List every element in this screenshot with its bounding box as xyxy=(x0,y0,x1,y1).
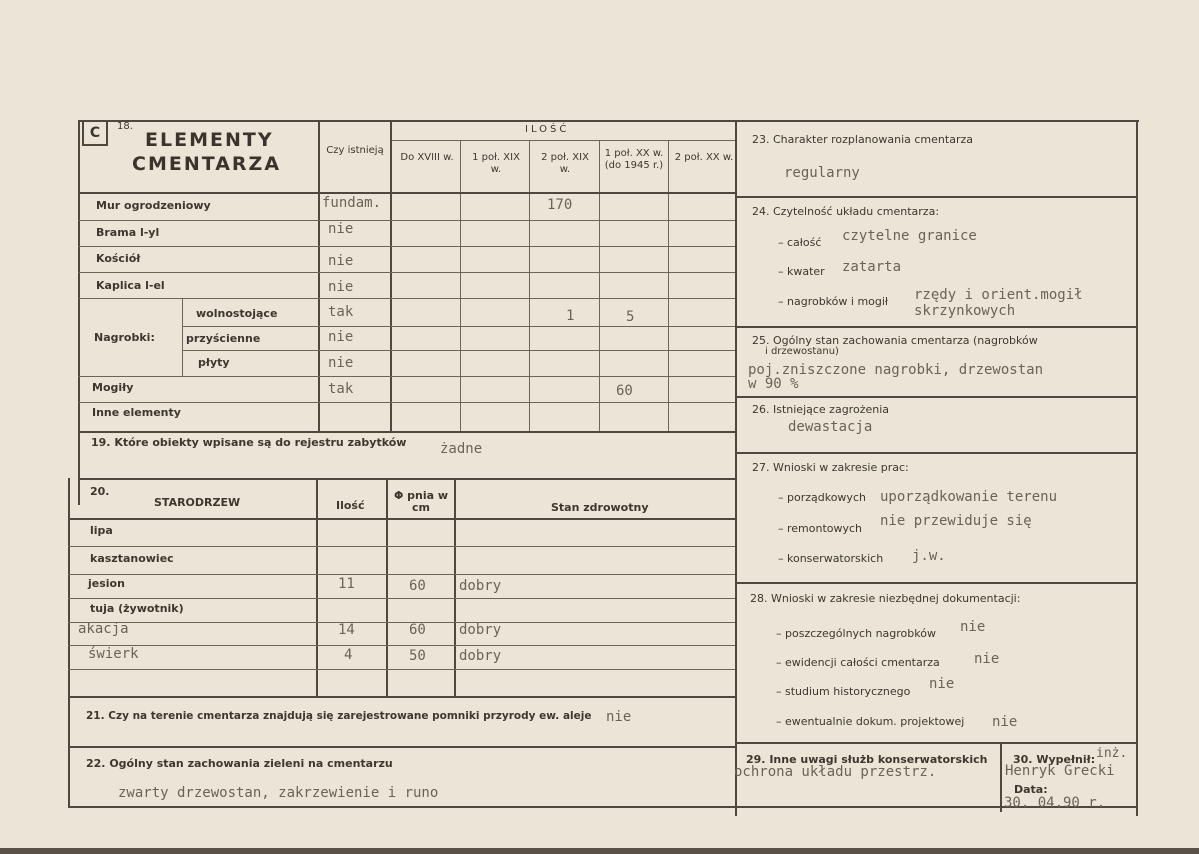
q20-row-line xyxy=(68,669,735,670)
row-kaplica-czy: nie xyxy=(328,279,354,295)
row-line xyxy=(78,376,735,377)
q29-q30-sep xyxy=(1000,742,1002,812)
col-1pol20-header: 1 poł. XX w. (do 1945 r.) xyxy=(604,148,664,171)
q22-label: 22. Ogólny stan zachowania zieleni na cmentarzu xyxy=(86,757,393,770)
q24-kwater-value: zatarta xyxy=(842,259,902,275)
q30-label: 30. Wypełnił: xyxy=(1013,753,1096,766)
q28-bottom xyxy=(735,742,1138,744)
tree-name: świerk xyxy=(88,646,139,662)
ilosc-underline xyxy=(392,140,735,141)
q20-sep2 xyxy=(386,478,388,698)
q20-sep1 xyxy=(316,478,318,698)
q25-value-2: w 90 % xyxy=(748,376,799,392)
tree-pien: 60 xyxy=(409,622,426,638)
tree-name: akacja xyxy=(78,621,129,637)
row-przyscienne-czy: nie xyxy=(328,329,354,345)
q30-value-1: inż. xyxy=(1096,746,1128,761)
q23-value: regularny xyxy=(784,165,860,181)
q23-label: 23. Charakter rozplanowania cmentarza xyxy=(752,133,973,146)
q27-porz-value: uporządkowanie terenu xyxy=(880,489,1058,505)
col-sep-4 xyxy=(668,140,669,432)
q23-bottom xyxy=(735,196,1138,198)
row-mur-2pol19: 170 xyxy=(547,197,573,213)
tree-name: kasztanowiec xyxy=(90,552,174,565)
row-kaplica-label: Kaplica l-el xyxy=(96,279,165,292)
col-2pol19-header: 2 poł. XIX w. xyxy=(541,152,589,175)
q25-bottom xyxy=(735,396,1138,398)
q21-value: nie xyxy=(606,709,632,725)
q28-c-label: – studium historycznego xyxy=(776,685,911,698)
q27-kons-label: – konserwatorskich xyxy=(778,552,884,565)
q24-kwater-label: – kwater xyxy=(778,265,825,278)
q28-a-value: nie xyxy=(960,619,986,635)
q20-col-pnia: Φ pnia w cm xyxy=(393,489,449,514)
row-line xyxy=(78,431,735,433)
nagrobki-sep xyxy=(182,298,183,376)
tree-name: tuja (żywotnik) xyxy=(90,602,184,615)
q20-row-line xyxy=(68,645,735,646)
tree-ilosc: 14 xyxy=(338,622,355,638)
q27-rem-value: nie przewiduje się xyxy=(880,513,1032,529)
q24-calosc-value: czytelne granice xyxy=(842,228,977,244)
q24-nagrobkow-value-2: skrzynkowych xyxy=(914,303,1016,319)
q27-kons-value: j.w. xyxy=(912,548,946,564)
tree-stan: dobry xyxy=(459,622,502,638)
col-do18-header: Do XVIII w. xyxy=(400,152,454,163)
row-inne-label: Inne elementy xyxy=(92,406,181,419)
q20-col-ilosc: Ilość xyxy=(336,499,365,512)
q30-value-2: Henryk Grecki xyxy=(1005,763,1115,779)
q22-value: zwarty drzewostan, zakrzewienie i runo xyxy=(118,785,439,801)
q21-label: 21. Czy na terenie cmentarza znajdują się zarejestrowane pomniki przyrody ew. aleje xyxy=(86,710,592,722)
q20-sep3 xyxy=(454,478,456,698)
q27-bottom xyxy=(735,582,1138,584)
q24-nagrobkow-label: – nagrobków i mogił xyxy=(778,295,889,308)
row-line xyxy=(78,298,735,299)
q28-d-value: nie xyxy=(992,714,1018,730)
tree-pien: 60 xyxy=(409,578,426,594)
q30-date-value: 30. 04.90 r. xyxy=(1004,795,1106,811)
q20-col-stan: Stan zdrowotny xyxy=(551,501,649,514)
card-edge-shadow xyxy=(0,848,1199,854)
q20-number: 20. xyxy=(90,485,110,498)
q25-label-2: i drzewostanu) xyxy=(765,346,839,357)
q28-a-label: – poszczególnych nagrobków xyxy=(776,627,936,640)
q28-label: 28. Wnioski w zakresie niezbędnej dokumentacji: xyxy=(750,592,1021,605)
q20-bottom xyxy=(68,696,735,698)
col-sep-2 xyxy=(529,140,530,432)
q26-label: 26. Istniejące zagrożenia xyxy=(752,403,890,416)
header-bottom xyxy=(78,192,735,194)
row-wolno-2pol19: 1 xyxy=(566,308,575,324)
row-brama-label: Brama l-yl xyxy=(96,226,160,239)
q24-label: 24. Czytelność układu cmentarza: xyxy=(752,205,940,218)
col-sep-do18 xyxy=(390,120,392,432)
row-wolno-label: wolnostojące xyxy=(196,307,278,320)
row-mogily-czy: tak xyxy=(328,381,354,397)
q19-bottom xyxy=(78,478,735,480)
q21-bottom xyxy=(68,746,735,748)
q25-label-1: 25. Ogólny stan zachowania cmentarza (nagrobków xyxy=(752,334,1038,347)
row-kosciol-czy: nie xyxy=(328,253,354,269)
frame-bottom xyxy=(68,806,1138,808)
col-sep-czy xyxy=(318,120,320,432)
frame-left-upper xyxy=(78,120,80,505)
q20-row-line xyxy=(68,622,735,623)
col-ilosc-header: ILOŚĆ xyxy=(525,124,570,135)
col-sep-1 xyxy=(460,140,461,432)
q24-nagrobkow-value-1: rzędy i orient.mogił xyxy=(914,287,1083,303)
section18-title-1: ELEMENTY xyxy=(145,129,274,151)
row-mur-czy: fundam. xyxy=(322,195,382,211)
q20-row-line xyxy=(68,546,735,547)
row-wolno-1pol20: 5 xyxy=(626,309,635,325)
q20-header-bottom xyxy=(68,518,735,520)
q25-value-1: poj.zniszczone nagrobki, drzewostan xyxy=(748,362,1044,378)
row-mogily-1pol20: 60 xyxy=(616,383,633,399)
col-1pol19-header: 1 poł. XIX w. xyxy=(472,152,520,175)
tree-stan: dobry xyxy=(459,648,502,664)
row-line xyxy=(78,402,735,403)
row-line xyxy=(78,246,735,247)
q28-b-value: nie xyxy=(974,651,1000,667)
tree-ilosc: 4 xyxy=(344,647,353,663)
row-kosciol-label: Kościół xyxy=(96,252,141,265)
q26-value: dewastacja xyxy=(788,419,873,435)
q20-title: STARODRZEW xyxy=(154,496,241,509)
row-line xyxy=(78,220,735,221)
section-code-box: C xyxy=(82,120,108,146)
q30-date-label: Data: xyxy=(1014,783,1048,796)
frame-left-lower xyxy=(68,478,70,808)
frame-right xyxy=(1136,120,1138,816)
frame-middle xyxy=(735,120,737,816)
section18-number: 18. xyxy=(117,121,133,132)
q20-row-line xyxy=(68,598,735,599)
col-czy-header: Czy istnieją xyxy=(326,145,384,156)
tree-name: jesion xyxy=(88,577,125,590)
tree-ilosc: 11 xyxy=(338,576,355,592)
q28-b-label: – ewidencji całości cmentarza xyxy=(776,656,940,669)
row-line xyxy=(78,272,735,273)
row-mogily-label: Mogiły xyxy=(92,381,134,394)
tree-pien: 50 xyxy=(409,648,426,664)
q20-row-line xyxy=(68,574,735,575)
q19-value: żadne xyxy=(440,441,483,457)
q27-label: 27. Wnioski w zakresie prac: xyxy=(752,461,909,474)
q27-rem-label: – remontowych xyxy=(778,522,863,535)
row-plyty-czy: nie xyxy=(328,355,354,371)
row-line xyxy=(182,350,735,351)
q28-d-label: – ewentualnie dokum. projektowej xyxy=(776,715,965,728)
q26-bottom xyxy=(735,452,1138,454)
q27-porz-label: – porządkowych xyxy=(778,491,866,504)
q29-value: ochrona układu przestrz. xyxy=(734,764,937,780)
tree-name: lipa xyxy=(90,524,113,537)
row-przyscienne-label: przyścienne xyxy=(186,332,261,345)
q24-bottom xyxy=(735,326,1138,328)
row-wolno-czy: tak xyxy=(328,304,354,320)
col-sep-3 xyxy=(599,140,600,432)
q28-c-value: nie xyxy=(929,676,955,692)
frame-top xyxy=(78,120,1139,122)
row-plyty-label: płyty xyxy=(198,356,230,369)
row-mur-label: Mur ogrodzeniowy xyxy=(96,199,211,212)
nagrobki-label: Nagrobki: xyxy=(94,331,155,344)
q29-label: 29. Inne uwagi służb konserwatorskich xyxy=(746,753,988,766)
col-2pol20-header: 2 poł. XX w. xyxy=(674,152,734,163)
row-line xyxy=(182,326,735,327)
q24-calosc-label: – całość xyxy=(778,236,822,249)
row-brama-czy: nie xyxy=(328,221,354,237)
section18-title-2: CMENTARZA xyxy=(132,153,282,175)
tree-stan: dobry xyxy=(459,578,502,594)
q19-label: 19. Które obiekty wpisane są do rejestru zabytków xyxy=(91,436,407,449)
